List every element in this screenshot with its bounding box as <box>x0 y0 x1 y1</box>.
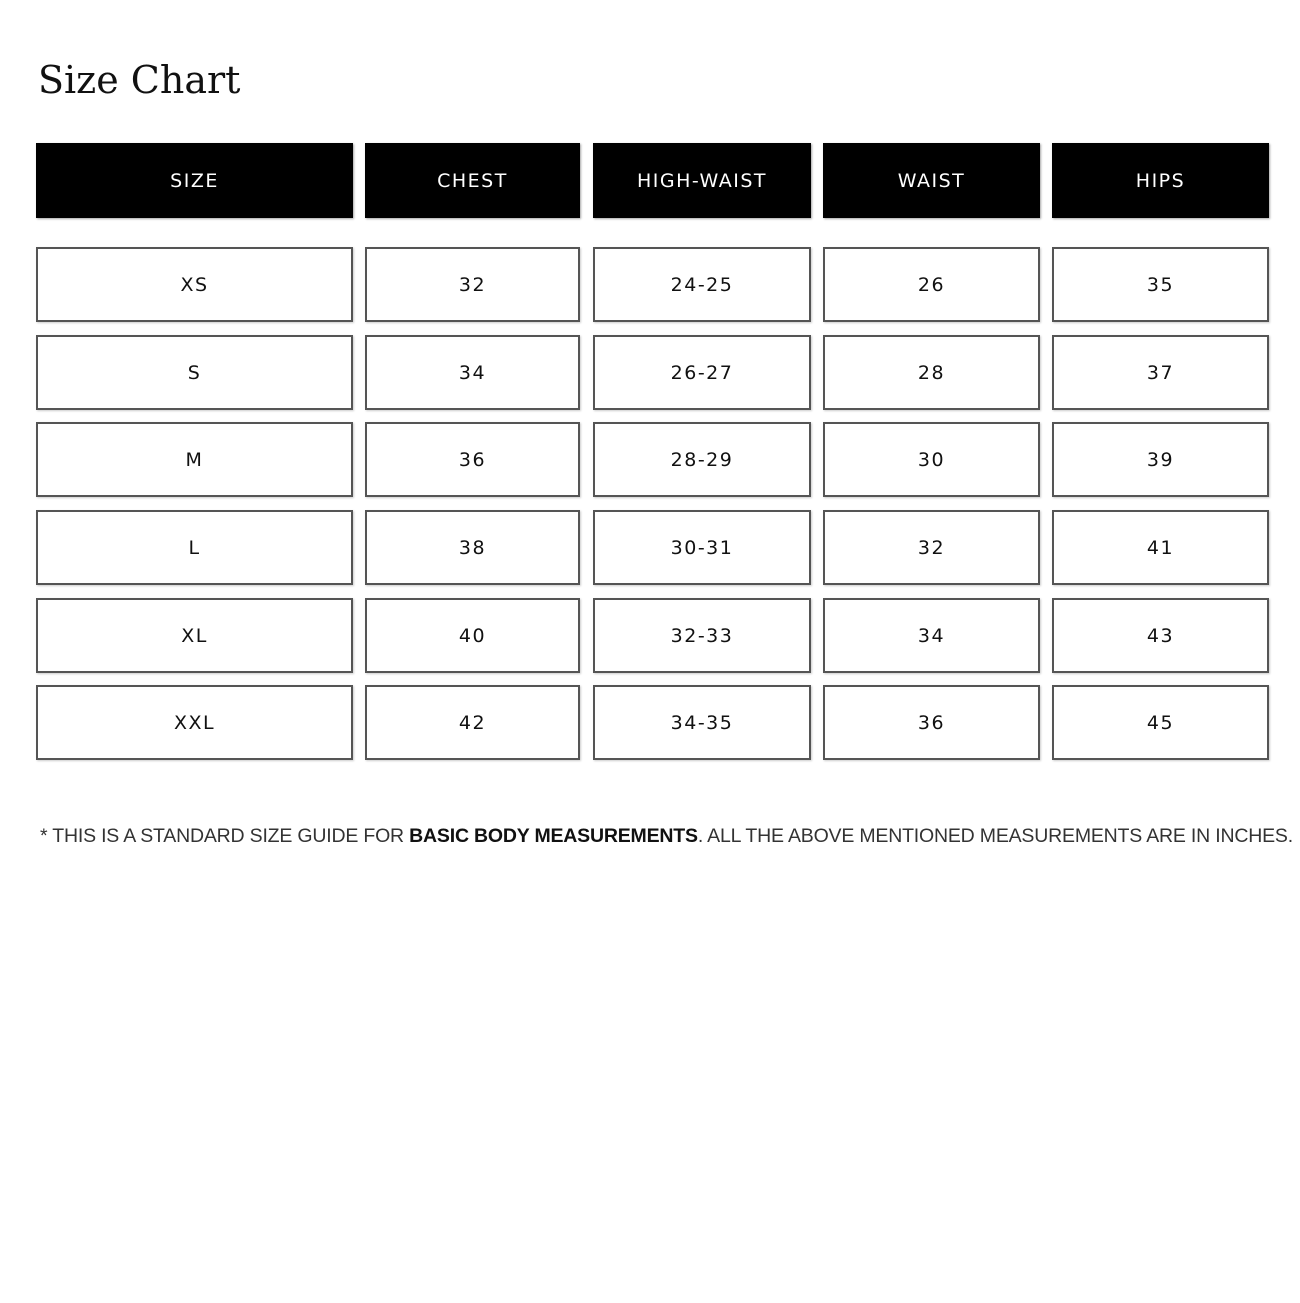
page-title: Size Chart <box>38 58 241 102</box>
cell-high-waist: 34-35 <box>593 685 811 760</box>
header-waist: WAIST <box>823 143 1040 218</box>
footnote-prefix: * THIS IS A STANDARD SIZE GUIDE FOR <box>40 825 410 847</box>
cell-chest: 38 <box>365 510 580 585</box>
header-high-waist: HIGH-WAIST <box>593 143 811 218</box>
cell-size: XXL <box>36 685 353 760</box>
cell-hips: 43 <box>1052 598 1269 673</box>
cell-chest: 34 <box>365 335 580 410</box>
footnote-suffix: . ALL THE ABOVE MENTIONED MEASUREMENTS ARE IN INCHES. <box>697 825 1293 847</box>
cell-size: S <box>36 335 353 410</box>
cell-chest: 40 <box>365 598 580 673</box>
cell-size: L <box>36 510 353 585</box>
cell-waist: 30 <box>823 422 1040 497</box>
cell-chest: 42 <box>365 685 580 760</box>
cell-hips: 39 <box>1052 422 1269 497</box>
cell-size: M <box>36 422 353 497</box>
cell-high-waist: 24-25 <box>593 247 811 322</box>
cell-size: XS <box>36 247 353 322</box>
footnote <box>40 822 1293 850</box>
header-size: SIZE <box>36 143 353 218</box>
cell-waist: 26 <box>823 247 1040 322</box>
cell-waist: 34 <box>823 598 1040 673</box>
cell-chest: 36 <box>365 422 580 497</box>
cell-high-waist: 26-27 <box>593 335 811 410</box>
cell-waist: 36 <box>823 685 1040 760</box>
header-hips: HIPS <box>1052 143 1269 218</box>
cell-hips: 37 <box>1052 335 1269 410</box>
cell-waist: 32 <box>823 510 1040 585</box>
cell-high-waist: 28-29 <box>593 422 811 497</box>
cell-hips: 45 <box>1052 685 1269 760</box>
cell-waist: 28 <box>823 335 1040 410</box>
footnote-emphasis: BASIC BODY MEASUREMENTS <box>409 825 698 847</box>
cell-high-waist: 32-33 <box>593 598 811 673</box>
cell-high-waist: 30-31 <box>593 510 811 585</box>
header-chest: CHEST <box>365 143 580 218</box>
cell-hips: 41 <box>1052 510 1269 585</box>
cell-chest: 32 <box>365 247 580 322</box>
cell-hips: 35 <box>1052 247 1269 322</box>
cell-size: XL <box>36 598 353 673</box>
